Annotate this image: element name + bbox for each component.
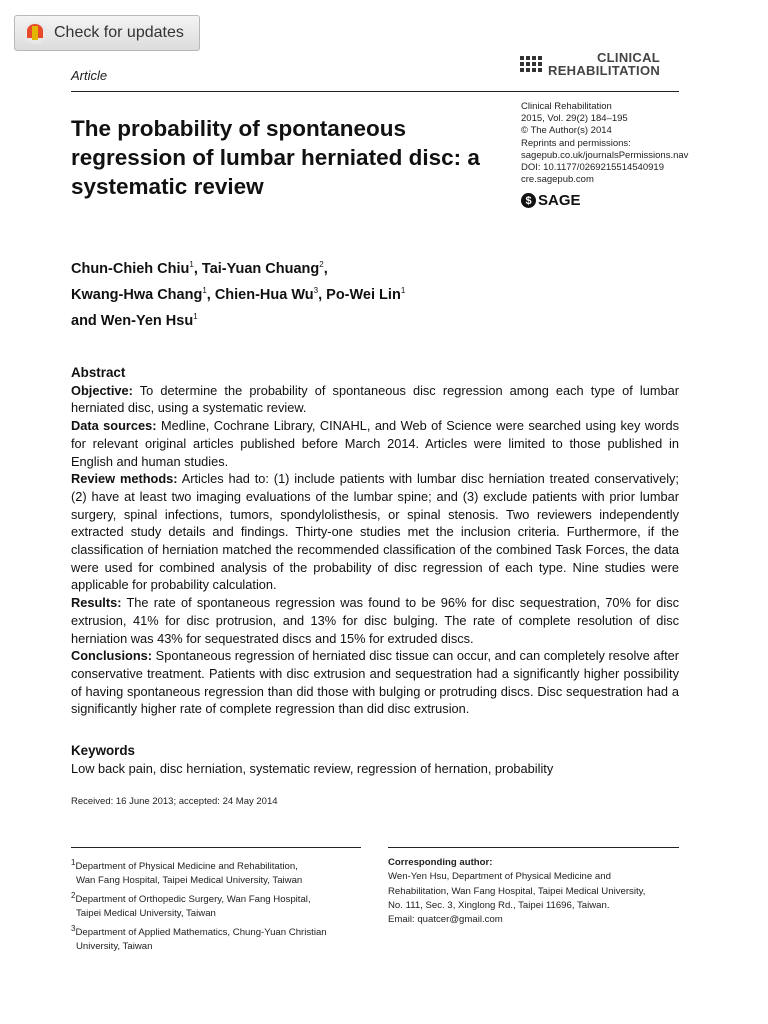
affiliation-line: University, Taiwan (76, 941, 153, 953)
author-list: Chun-Chieh Chiu$^1$, Tai-Yuan Chuang$^2$, Kwang-Hwa Chang$^1$, Chien-Hua Wu$^3$, Po-Wei Lin$^1$ and Wen-Yen Hsu$^1$ (71, 260, 406, 329)
author-name: Chien-Hua Wu (214, 286, 314, 303)
publisher-logo (521, 192, 581, 209)
meta-permissions-link[interactable]: sagepub.co.uk/journalsPermissions.nav (521, 149, 689, 161)
affiliation-line: Taipei Medical University, Taiwan (76, 908, 216, 920)
journal-meta (521, 101, 688, 186)
corresponding-line: Wen-Yen Hsu, Department of Physical Medicine and (388, 871, 611, 883)
journal-logo (520, 51, 660, 77)
abstract-conclusions: Conclusions: Spontaneous regression of herniated disc tissue can occur, and can completely resolve after conservative treatment. Patients with disc extrusion and sequestration had a significantly higher possibility of having spontaneous regression than did those with bulging or protruding discs. Disc sequestration had a significantly higher rate of complete regression than did disc extrusion. (71, 648, 680, 717)
meta-volume: 2015, Vol. 29(2) 184–195 (521, 113, 628, 125)
author-affiliation: 2 (319, 260, 324, 269)
author-name: Kwang-Hwa Chang (71, 286, 203, 303)
abstract-results: Results: The rate of spontaneous regression was found to be 96% for disc sequestration, 70% for disc extrusion, 41% for disc protrusion, and 13% for disc bulging. The rate of complete resolution of disc herniation was 43% for sequestrated discs and 15% for extruded discs. (71, 595, 680, 646)
meta-journal: Clinical Rehabilitation (521, 101, 612, 112)
keywords-text: Low back pain, disc herniation, systematic review, regression of hernation, probability (71, 761, 554, 776)
meta-reprints: Reprints and permissions: (521, 137, 631, 149)
crossmark-icon (24, 22, 46, 44)
author-name: Chun-Chieh Chiu (71, 260, 190, 277)
affiliation-line: $^2$Department of Orthopedic Surgery, Wan Fang Hospital, (71, 890, 311, 905)
abstract-data-sources: Data sources: Medline, Cochrane Library, CINAHL, and Web of Science were searched using key words for relevant original articles published before March 2014. Articles were limited to those published in English and human studies. (71, 418, 680, 469)
keywords-heading: Keywords (71, 743, 135, 758)
affiliation-line: $^1$Department of Physical Medicine and Rehabilitation, (71, 858, 298, 873)
author-affiliation: 1 (189, 260, 194, 269)
journal-logo-line2: REHABILITATION (548, 63, 661, 78)
author-name: Po-Wei Lin (326, 286, 401, 303)
affiliations (71, 856, 371, 954)
author-name: Tai-Yuan Chuang (201, 260, 320, 277)
article-title: The probability of spontaneous regression of lumbar herniated disc: a systematic review (71, 116, 480, 199)
journal-logo-line1: CLINICAL (596, 50, 661, 65)
publisher-name: SAGE (538, 192, 581, 209)
abstract-heading: Abstract (71, 365, 126, 380)
check-for-updates-label: Check for updates (54, 24, 184, 41)
keywords (71, 742, 679, 778)
abstract-review-methods: Review methods: Articles had to: (1) include patients with lumbar disc herniation treated conservatively; (2) have at least two imaging evaluations of the lumbar spine; and (3) exclude patients with prior lumbar surgery, spinal infections, tumors, spondylolisthesis, or spinal stenosis. Two reviewers independently extracted study details and findings. Thirty-one studies met the inclusion criteria. Furthermore, if the classification of herniation matched the recommended classification of the combined Task Forces, the data were used for combined analysis of the probability of disc regression of each type. Nine studies were applicable for probability calculation. (71, 471, 679, 593)
corresponding-line: No. 111, Sec. 3, Xinglong Rd., Taipei 11696, Taiwan. (388, 899, 610, 911)
meta-site-link[interactable]: cre.sagepub.com (521, 174, 594, 186)
received-date: Received: 16 June 2013; accepted: 24 May 2014 (71, 796, 278, 807)
sage-dollar-icon: $ (521, 193, 536, 208)
corresponding-author (388, 856, 688, 927)
abstract-objective: Objective: To determine the probability of spontaneous disc regression among each type of lumbar herniated disc, using a systematic review. (71, 382, 679, 416)
author-name: and Wen-Yen Hsu (71, 312, 194, 329)
meta-doi[interactable]: DOI: 10.1177/0269215514540919 (521, 162, 664, 174)
affiliation-line: $^3$Department of Applied Mathematics, Chung-Yuan Christian (71, 923, 327, 938)
header-rule (71, 91, 679, 92)
author-affiliation: 1 (193, 311, 198, 321)
author-affiliation: 3 (313, 285, 319, 295)
corresponding-email[interactable]: Email: quatcer@gmail.com (388, 914, 503, 926)
corresponding-rule (388, 847, 679, 848)
journal-logo-grid-icon (520, 56, 542, 72)
corresponding-heading: Corresponding author: (388, 857, 493, 868)
article-type: Article (71, 68, 108, 83)
meta-copyright: © The Author(s) 2014 (521, 125, 612, 137)
author-affiliation: 1 (202, 285, 207, 295)
corresponding-line: Rehabilitation, Wan Fang Hospital, Taipei Medical University, (388, 885, 646, 897)
affiliations-rule (71, 847, 361, 848)
affiliation-line: Wan Fang Hospital, Taipei Medical University, Taiwan (76, 875, 303, 887)
check-for-updates-badge[interactable] (14, 15, 200, 51)
author-affiliation: 1 (400, 285, 406, 295)
abstract (71, 364, 679, 718)
